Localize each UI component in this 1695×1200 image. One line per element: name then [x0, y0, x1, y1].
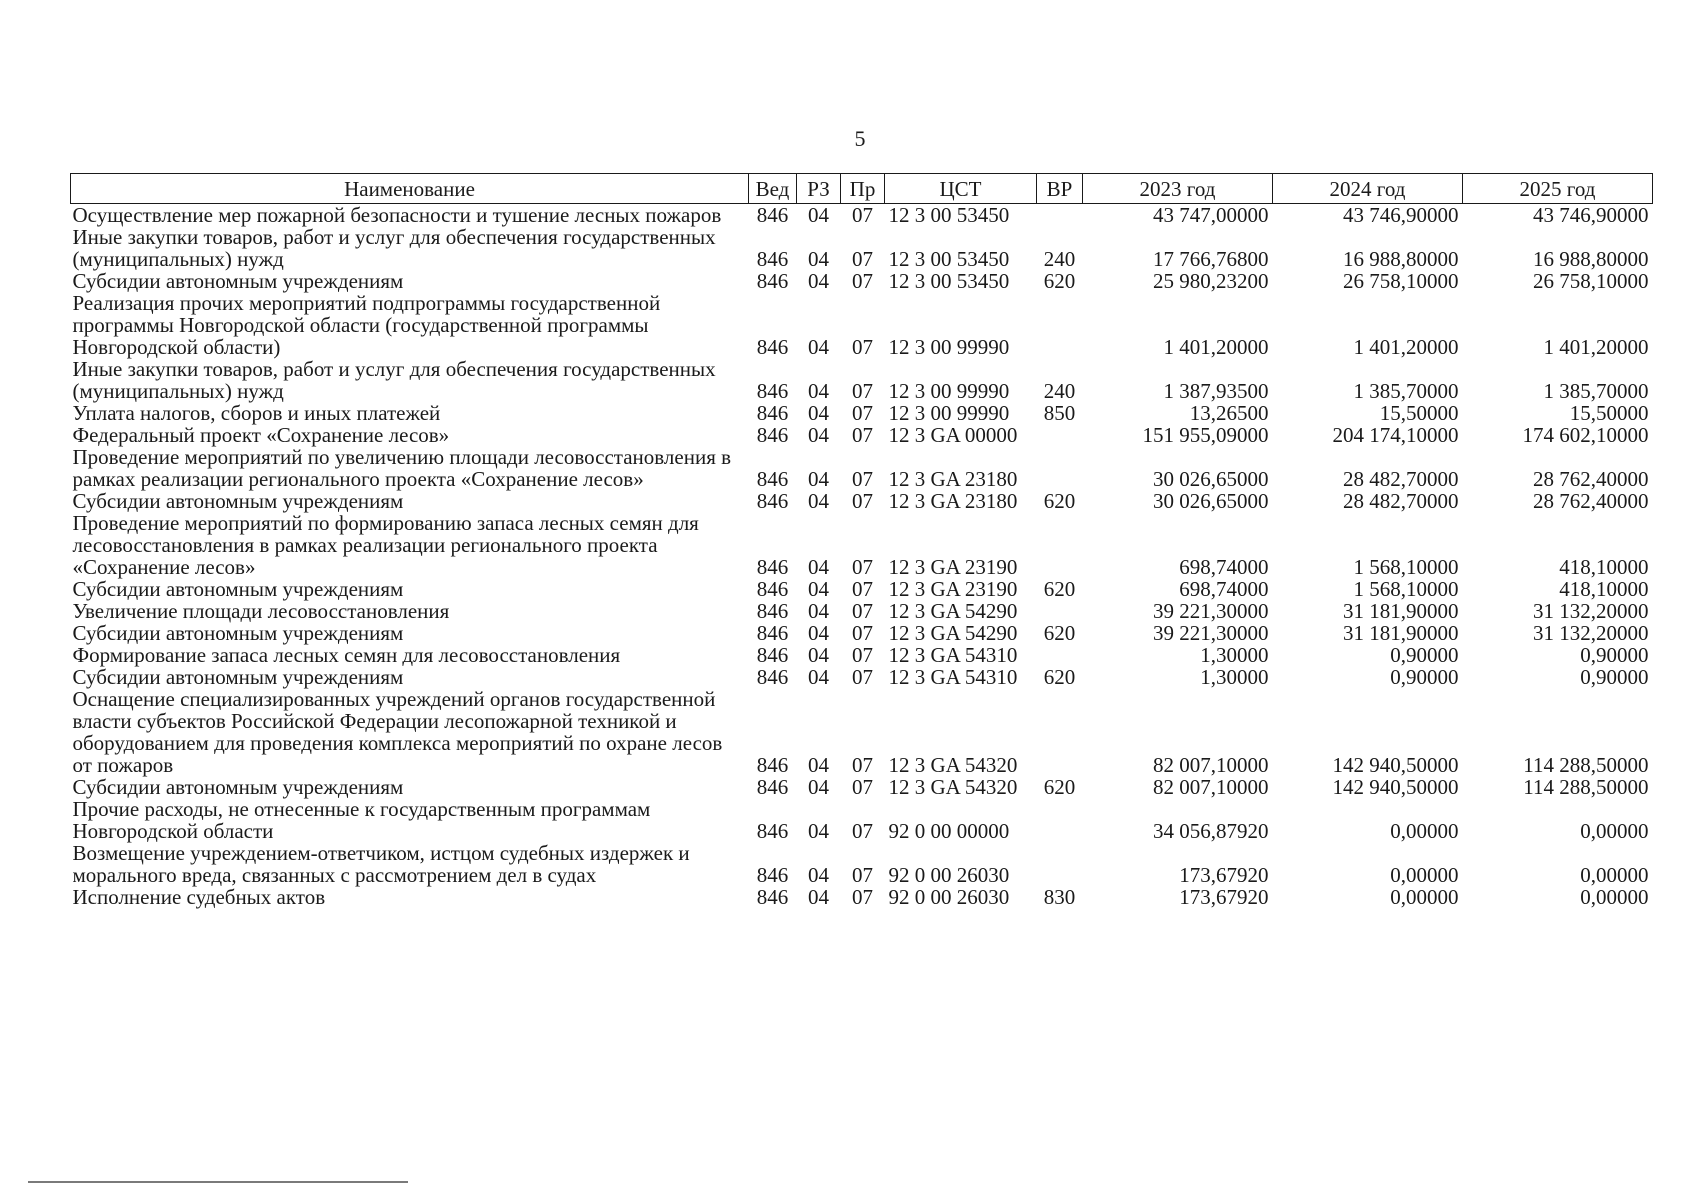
- cell-name: Федеральный проект «Сохранение лесов»: [72, 423, 450, 447]
- cell-2025: 16 988,80000: [1533, 247, 1649, 271]
- cell-vr: 620: [1043, 489, 1076, 513]
- cell-name: Уплата налогов, сборов и иных платежей: [72, 401, 441, 425]
- cell-2024: 0,90000: [1390, 665, 1459, 689]
- table-row: [71, 600, 1653, 622]
- cell-name: Возмещение учреждением-ответчиком, истцом судебных издержек и морального вреда, связанных с рассмотрением дел в судах: [72, 841, 690, 887]
- cell-2024: 1 568,10000: [1353, 577, 1459, 601]
- cell-2025: 26 758,10000: [1533, 269, 1649, 293]
- cell-vr: 620: [1043, 775, 1076, 799]
- cell-2023: 1,30000: [1200, 665, 1269, 689]
- cell-pr: 07: [852, 555, 873, 579]
- table-row: [71, 292, 1653, 358]
- cell-2024: 0,00000: [1390, 863, 1459, 887]
- cell-ved: 846: [756, 203, 789, 227]
- cell-cst: 92 0 00 26030: [888, 885, 1010, 909]
- cell-vr: [1037, 688, 1083, 776]
- cell-name: Субсидии автономным учреждениям: [72, 665, 404, 689]
- table-row: [71, 402, 1653, 424]
- cell-2024: 28 482,70000: [1343, 467, 1459, 491]
- cell-cst: 12 3 00 99990: [888, 401, 1010, 425]
- cell-name: Оснащение специализированных учреждений органов государственной власти субъектов Российской Федерации лесопожарной техникой и оборудованием для проведения комплекса мероприятий по охране лесов от пожаров: [72, 687, 723, 777]
- cell-cst: 12 3 00 53450: [888, 203, 1010, 227]
- cell-pr: 07: [852, 753, 873, 777]
- cell-2023: 698,74000: [1179, 577, 1269, 601]
- cell-vr: [1037, 424, 1083, 446]
- cell-cst: 12 3 00 99990: [888, 335, 1010, 359]
- cell-2025: 28 762,40000: [1533, 467, 1649, 491]
- table-row: [71, 424, 1653, 446]
- page-number: 5: [854, 126, 866, 151]
- cell-ved: 846: [756, 247, 789, 271]
- cell-rz: 04: [808, 599, 829, 623]
- table-row: [71, 446, 1653, 490]
- cell-ved: 846: [756, 401, 789, 425]
- cell-rz: 04: [808, 335, 829, 359]
- cell-vr: [1037, 842, 1083, 886]
- cell-ved: 846: [756, 643, 789, 667]
- cell-name: Проведение мероприятий по формированию запаса лесных семян для лесовосстановления в рамках реализации регионального проекта «Сохранение лесов»: [72, 511, 699, 579]
- header-2024: 2024 год: [1273, 174, 1463, 204]
- cell-vr: [1037, 798, 1083, 842]
- cell-rz: 04: [808, 247, 829, 271]
- cell-2024: 16 988,80000: [1343, 247, 1459, 271]
- table-row: [71, 688, 1653, 776]
- cell-ved: 846: [756, 489, 789, 513]
- cell-2023: 151 955,09000: [1142, 423, 1269, 447]
- budget-table: [70, 173, 1653, 908]
- header-name: Наименование: [71, 174, 749, 204]
- cell-pr: 07: [852, 489, 873, 513]
- cell-2023: 39 221,30000: [1153, 621, 1269, 645]
- cell-name: Проведение мероприятий по увеличению площади лесовосстановления в рамках реализации регионального проекта «Сохранение лесов»: [72, 445, 732, 491]
- cell-ved: 846: [756, 555, 789, 579]
- cell-vr: 830: [1043, 885, 1076, 909]
- cell-pr: 07: [852, 401, 873, 425]
- cell-2024: 31 181,90000: [1343, 599, 1459, 623]
- cell-vr: [1037, 512, 1083, 578]
- footer-divider: [28, 1181, 408, 1183]
- cell-ved: 846: [756, 885, 789, 909]
- cell-rz: 04: [808, 775, 829, 799]
- cell-vr: [1037, 204, 1083, 227]
- cell-2025: 1 385,70000: [1543, 379, 1649, 403]
- cell-name: Прочие расходы, не отнесенные к государственным программам Новгородской области: [72, 797, 651, 843]
- cell-name: Субсидии автономным учреждениям: [72, 577, 404, 601]
- cell-pr: 07: [852, 643, 873, 667]
- header-ved: Вед: [749, 174, 797, 204]
- cell-cst: 12 3 GA 54310: [888, 643, 1018, 667]
- table-row: [71, 358, 1653, 402]
- cell-cst: 12 3 GA 54320: [888, 753, 1018, 777]
- cell-cst: 12 3 GA 23190: [888, 555, 1018, 579]
- cell-rz: 04: [808, 489, 829, 513]
- cell-cst: 12 3 GA 23190: [888, 577, 1018, 601]
- cell-vr: 620: [1043, 577, 1076, 601]
- cell-2024: 26 758,10000: [1343, 269, 1459, 293]
- cell-2024: 204 174,10000: [1332, 423, 1459, 447]
- cell-vr: [1037, 644, 1083, 666]
- cell-name: Исполнение судебных актов: [72, 885, 326, 909]
- cell-cst: 12 3 00 53450: [888, 247, 1010, 271]
- header-cst: ЦСТ: [885, 174, 1037, 204]
- header-2025: 2025 год: [1463, 174, 1653, 204]
- cell-rz: 04: [808, 555, 829, 579]
- cell-pr: 07: [852, 621, 873, 645]
- cell-2025: 114 288,50000: [1523, 775, 1649, 799]
- cell-2024: 142 940,50000: [1332, 753, 1459, 777]
- table-row: [71, 270, 1653, 292]
- cell-name: Иные закупки товаров, работ и услуг для обеспечения государственных (муниципальных) нужд: [72, 225, 716, 271]
- cell-rz: 04: [808, 665, 829, 689]
- cell-rz: 04: [808, 203, 829, 227]
- cell-2023: 82 007,10000: [1153, 775, 1269, 799]
- cell-pr: 07: [852, 467, 873, 491]
- cell-2024: 0,00000: [1390, 819, 1459, 843]
- cell-cst: 12 3 GA 54290: [888, 621, 1018, 645]
- cell-ved: 846: [756, 753, 789, 777]
- cell-2023: 17 766,76800: [1153, 247, 1269, 271]
- cell-name: Формирование запаса лесных семян для лесовосстановления: [72, 643, 621, 667]
- table-row: [71, 204, 1653, 227]
- header-2023: 2023 год: [1083, 174, 1273, 204]
- table-body: [71, 204, 1653, 909]
- cell-rz: 04: [808, 885, 829, 909]
- cell-rz: 04: [808, 401, 829, 425]
- cell-cst: 92 0 00 26030: [888, 863, 1010, 887]
- cell-ved: 846: [756, 863, 789, 887]
- cell-rz: 04: [808, 753, 829, 777]
- cell-ved: 846: [756, 775, 789, 799]
- cell-2023: 43 747,00000: [1153, 203, 1269, 227]
- cell-2023: 39 221,30000: [1153, 599, 1269, 623]
- cell-pr: 07: [852, 863, 873, 887]
- cell-2025: 0,90000: [1580, 643, 1649, 667]
- cell-pr: 07: [852, 269, 873, 293]
- cell-rz: 04: [808, 467, 829, 491]
- cell-rz: 04: [808, 819, 829, 843]
- cell-2025: 418,10000: [1559, 577, 1649, 601]
- table-row: [71, 226, 1653, 270]
- cell-cst: 92 0 00 00000: [888, 819, 1010, 843]
- cell-2024: 1 568,10000: [1353, 555, 1459, 579]
- table-row: [71, 798, 1653, 842]
- cell-vr: 240: [1043, 379, 1076, 403]
- cell-2025: 31 132,20000: [1533, 599, 1649, 623]
- cell-2025: 0,90000: [1580, 665, 1649, 689]
- cell-2024: 0,90000: [1390, 643, 1459, 667]
- cell-ved: 846: [756, 335, 789, 359]
- cell-2025: 31 132,20000: [1533, 621, 1649, 645]
- header-pr: Пр: [841, 174, 885, 204]
- cell-2025: 28 762,40000: [1533, 489, 1649, 513]
- cell-2025: 0,00000: [1580, 885, 1649, 909]
- cell-pr: 07: [852, 819, 873, 843]
- cell-rz: 04: [808, 863, 829, 887]
- table-row: [71, 886, 1653, 908]
- cell-2024: 0,00000: [1390, 885, 1459, 909]
- cell-ved: 846: [756, 621, 789, 645]
- table-row: [71, 776, 1653, 798]
- cell-pr: 07: [852, 665, 873, 689]
- cell-2025: 1 401,20000: [1543, 335, 1649, 359]
- cell-pr: 07: [852, 775, 873, 799]
- cell-pr: 07: [852, 885, 873, 909]
- cell-2023: 30 026,65000: [1153, 489, 1269, 513]
- cell-rz: 04: [808, 577, 829, 601]
- cell-2023: 34 056,87920: [1153, 819, 1269, 843]
- cell-rz: 04: [808, 643, 829, 667]
- cell-ved: 846: [756, 599, 789, 623]
- cell-vr: [1037, 292, 1083, 358]
- cell-name: Субсидии автономным учреждениям: [72, 489, 404, 513]
- cell-name: Субсидии автономным учреждениям: [72, 775, 404, 799]
- cell-2023: 1,30000: [1200, 643, 1269, 667]
- cell-rz: 04: [808, 269, 829, 293]
- cell-name: Осуществление мер пожарной безопасности и тушение лесных пожаров: [72, 203, 722, 227]
- cell-2023: 82 007,10000: [1153, 753, 1269, 777]
- cell-ved: 846: [756, 577, 789, 601]
- cell-2023: 173,67920: [1179, 863, 1269, 887]
- cell-rz: 04: [808, 621, 829, 645]
- table-row: [71, 842, 1653, 886]
- cell-2025: 0,00000: [1580, 863, 1649, 887]
- cell-2023: 1 401,20000: [1163, 335, 1269, 359]
- cell-2025: 43 746,90000: [1533, 203, 1649, 227]
- cell-ved: 846: [756, 665, 789, 689]
- table-header-row: [71, 174, 1653, 204]
- table-row: [71, 578, 1653, 600]
- cell-2023: 698,74000: [1179, 555, 1269, 579]
- cell-cst: 12 3 00 53450: [888, 269, 1010, 293]
- cell-pr: 07: [852, 577, 873, 601]
- cell-2023: 25 980,23200: [1153, 269, 1269, 293]
- cell-2025: 15,50000: [1569, 401, 1649, 425]
- cell-cst: 12 3 GA 54320: [888, 775, 1018, 799]
- cell-vr: 620: [1043, 269, 1076, 293]
- table-row: [71, 490, 1653, 512]
- cell-vr: [1037, 600, 1083, 622]
- cell-2024: 142 940,50000: [1332, 775, 1459, 799]
- cell-2024: 15,50000: [1379, 401, 1459, 425]
- cell-pr: 07: [852, 599, 873, 623]
- cell-cst: 12 3 GA 54310: [888, 665, 1018, 689]
- table-row: [71, 644, 1653, 666]
- cell-name: Увеличение площади лесовосстановления: [72, 599, 450, 623]
- cell-ved: 846: [756, 379, 789, 403]
- cell-ved: 846: [756, 819, 789, 843]
- cell-cst: 12 3 GA 54290: [888, 599, 1018, 623]
- table-row: [71, 512, 1653, 578]
- table-row: [71, 622, 1653, 644]
- cell-vr: 620: [1043, 621, 1076, 645]
- cell-vr: 850: [1043, 401, 1076, 425]
- cell-2024: 28 482,70000: [1343, 489, 1459, 513]
- cell-2025: 0,00000: [1580, 819, 1649, 843]
- cell-2023: 30 026,65000: [1153, 467, 1269, 491]
- cell-vr: [1037, 446, 1083, 490]
- cell-2024: 31 181,90000: [1343, 621, 1459, 645]
- cell-cst: 12 3 GA 23180: [888, 489, 1018, 513]
- cell-pr: 07: [852, 335, 873, 359]
- cell-vr: 240: [1043, 247, 1076, 271]
- cell-cst: 12 3 GA 00000: [888, 423, 1018, 447]
- cell-pr: 07: [852, 379, 873, 403]
- cell-rz: 04: [808, 379, 829, 403]
- header-rz: РЗ: [797, 174, 841, 204]
- cell-pr: 07: [852, 423, 873, 447]
- cell-2023: 13,26500: [1189, 401, 1269, 425]
- cell-name: Субсидии автономным учреждениям: [72, 269, 404, 293]
- cell-name: Реализация прочих мероприятий подпрограммы государственной программы Новгородской области (государственной программы Новгородской области): [72, 291, 661, 359]
- cell-2023: 173,67920: [1179, 885, 1269, 909]
- cell-cst: 12 3 00 99990: [888, 379, 1010, 403]
- cell-ved: 846: [756, 467, 789, 491]
- cell-ved: 846: [756, 423, 789, 447]
- cell-cst: 12 3 GA 23180: [888, 467, 1018, 491]
- cell-2024: 1 385,70000: [1353, 379, 1459, 403]
- header-vr: ВР: [1037, 174, 1083, 204]
- table-row: [71, 666, 1653, 688]
- cell-pr: 07: [852, 247, 873, 271]
- cell-2023: 1 387,93500: [1163, 379, 1269, 403]
- cell-name: Иные закупки товаров, работ и услуг для обеспечения государственных (муниципальных) нужд: [72, 357, 716, 403]
- cell-2025: 114 288,50000: [1523, 753, 1649, 777]
- cell-name: Субсидии автономным учреждениям: [72, 621, 404, 645]
- cell-2024: 1 401,20000: [1353, 335, 1459, 359]
- cell-ved: 846: [756, 269, 789, 293]
- cell-pr: 07: [852, 203, 873, 227]
- cell-vr: 620: [1043, 665, 1076, 689]
- cell-rz: 04: [808, 423, 829, 447]
- cell-2025: 418,10000: [1559, 555, 1649, 579]
- cell-2025: 174 602,10000: [1522, 423, 1649, 447]
- cell-2024: 43 746,90000: [1343, 203, 1459, 227]
